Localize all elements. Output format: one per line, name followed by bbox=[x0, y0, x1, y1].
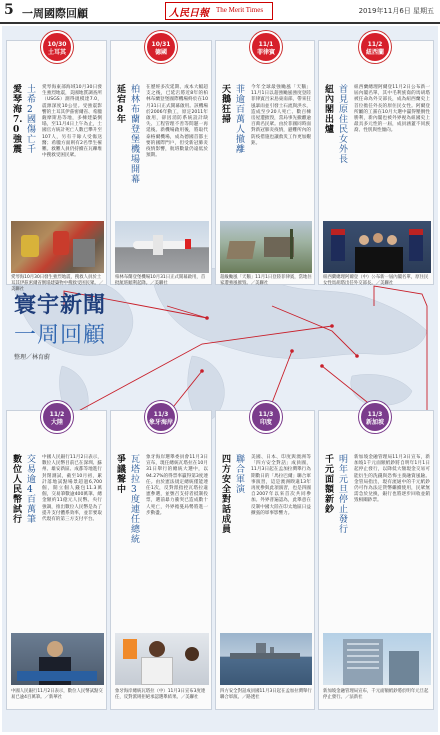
date-badge bbox=[145, 31, 177, 63]
story-headline: 延宕8年 bbox=[117, 85, 127, 125]
story-card-berlin-airport bbox=[110, 40, 212, 285]
badge-place: 新加坡 bbox=[365, 418, 384, 426]
feature-title: 寰宇新聞 bbox=[14, 292, 107, 318]
story-photo-naval-exercise bbox=[220, 633, 312, 685]
story-caption: 中國人民銀行11月2日表示，數位人民幣試點交易已逾4百萬筆。／新華社 bbox=[11, 689, 103, 700]
byline: 整理／林育蔚 bbox=[14, 354, 51, 361]
masthead-chinese: 人民日報 bbox=[169, 8, 209, 19]
story-caption: 四方安全對話成員國11月3日起在孟加拉灣舉行聯合軍演。／路透社 bbox=[220, 689, 312, 700]
story-subhead: 明年元旦停止發行 bbox=[339, 455, 349, 535]
story-subhead: 首見原住民女外長 bbox=[339, 85, 349, 165]
story-body: 在歷經多次延期、成本大幅超支之後，已延宕將近8年的柏林布蘭登堡國際機場終於在10月31日正式開幕啟用。該機場於2006年動工，原定2011年啟用，卻因消防系統設計缺失、工程管理不善等問題一再延後。新機場啟用後，將取代泰格爾機場，成為德國首都主要的國際門戶，但受新冠肺炎疫情影響，航班數量仍遠低於預期。 bbox=[146, 85, 208, 159]
story-photo-earthquake-rescue bbox=[11, 221, 104, 273]
story-card-quad-exercise bbox=[215, 410, 315, 710]
story-headline: 紐內閣出爐 bbox=[325, 85, 335, 135]
story-subhead: 菲逾百萬人撤離 bbox=[236, 85, 246, 155]
story-body: 今年全球最強颱風「天鵝」11月1日以超強颱風強度登陸菲律賓呂宋島東南部，帶來狂風暴雨並引發土石流與洪水，造成至少20人死亡、數百棟房屋遭摧毀，當局事先撤離逾百萬名民眾。由於菲國同時面對新冠肺炎疫情，避難所內的防疫措施也讓救災工作更加艱鉅。 bbox=[251, 85, 311, 146]
date-badge bbox=[250, 31, 282, 63]
badge-date: 10/31 bbox=[151, 41, 171, 48]
story-headline: 愛琴海7.0強震 bbox=[13, 85, 23, 155]
date-badge bbox=[41, 31, 73, 63]
masthead-english: The Merit Times bbox=[216, 6, 264, 14]
story-body: 紐西蘭總理阿爾登11月2日公布新一屆內閣名單，其中毛利族裔的馬胡塔被任命為外交部長，成為紐西蘭史上首位擔任外長的原住民女性。阿爾登所屬的工黨在10月大選中贏得壓倒性勝利，新內閣也被外界視為紐國史上最具多元性的一屆，成員涵蓋不同族裔、性別與性傾向。 bbox=[354, 85, 430, 134]
story-headline: 天鵝狂掃 bbox=[222, 85, 232, 125]
story-photo-cabinet bbox=[323, 221, 431, 273]
story-caption: 柏林布蘭登堡機場10月31日正式開幕啟用，首批航班順利起降。／美聯社 bbox=[115, 275, 206, 286]
story-caption: 象牙海岸總統瓦塔拉（中）11月3日宣布3度連任，反對派則拒絕承認選舉結果。／美聯社 bbox=[115, 689, 206, 700]
badge-place: 菲律賓 bbox=[256, 48, 275, 56]
story-headline: 四方安全對話成員 bbox=[222, 455, 232, 535]
story-card-singapore-banknote bbox=[318, 410, 434, 710]
story-subhead: 柏林布蘭登堡機場開幕 bbox=[131, 85, 141, 185]
date-badge bbox=[359, 401, 391, 433]
story-caption: 超級颱風「天鵝」11月1日登陸菲律賓，當地住家遭強風摧毀。／美聯社 bbox=[220, 275, 312, 286]
badge-date: 11/1 bbox=[258, 41, 274, 48]
story-subhead: 瓦塔拉3度連任總統 bbox=[131, 455, 141, 545]
section-title: 一周國際回顧 bbox=[22, 7, 88, 20]
badge-date: 11/3 bbox=[153, 411, 169, 418]
badge-place: 象牙海岸 bbox=[148, 418, 173, 426]
masthead bbox=[165, 2, 273, 20]
story-card-philippines-typhoon bbox=[215, 40, 315, 285]
story-photo-airport bbox=[115, 221, 209, 273]
story-photo-monetary-authority bbox=[323, 633, 431, 685]
story-caption: 紐西蘭總理阿爾登（中）公布新一屆內閣名單，原住民女性馬胡塔出任外交部長。／美聯社 bbox=[323, 275, 429, 286]
feature-subtitle: 一周回顧 bbox=[14, 323, 107, 348]
badge-date: 10/30 bbox=[47, 41, 67, 48]
story-photo-central-bank bbox=[11, 633, 104, 685]
date-badge bbox=[359, 31, 391, 63]
story-headline: 千元面額新鈔 bbox=[325, 455, 335, 515]
story-headline: 數位人民幣試行 bbox=[13, 455, 23, 525]
story-body: 象牙海岸選舉委員會11月3日宣布，現任總統瓦塔拉在10月31日舉行的總統大選中，以94.27%的得票率贏得第3度連任。由於憲法規定總統僅能連任1次，反對派指控瓦塔拉違憲參選，並號召支持者抵制投票，選前暴力衝突已造成數十人死亡，外界擔憂局勢將進一步動盪。 bbox=[146, 455, 208, 516]
story-card-new-zealand-cabinet bbox=[318, 40, 434, 285]
badge-date: 11/2 bbox=[49, 411, 65, 418]
story-headline: 爭議聲中 bbox=[117, 455, 127, 495]
date-badge bbox=[145, 401, 177, 433]
story-body: 中國人民銀行11月2日表示，數位人民幣目前已在深圳、蘇州、雄安新區、成都等地進行封閉測試，截至10月初，累計落地試點場景超過6,700個，開立個人錢包11.3萬個，交易筆數逾400萬筆、總金額約11億元人民幣。央行強調，推出數位人民幣是為了提升支付體系效率，並非要取代現有的第三方支付平台。 bbox=[42, 455, 102, 523]
story-subhead: 土希2國傷亡千 bbox=[27, 85, 37, 155]
story-caption: 愛琴海10月30日發生強烈地震，搜救人員於土耳其伊茲密爾省倒塌建築物中搜救受困民眾。／美聯社 bbox=[11, 275, 104, 292]
story-photo-typhoon bbox=[220, 221, 312, 273]
story-body: 新加坡金融管理局11月3日宣布，新加坡1千元面額紙鈔將自明年1月1日起停止發行，以降低大額現金交易可能衍生的洗錢與恐怖主義融資風險。金管局指出，現有流通中的千元紙鈔仍可作為法定貨幣繼續使用，民眾無需急於兌換，銀行也將逐步回收並銷毀相關鈔票。 bbox=[354, 455, 430, 504]
date-badge bbox=[250, 401, 282, 433]
story-body: 美國、日本、印度與澳洲等「四方安全對話」成員國，11月3日起在孟加拉灣舉行為期數日的「馬拉巴爾」聯合軍事演習，這是澳洲睽違13年再度參與此項演習，也是四國自2007年以來首次共同參加。外界普遍認為，此舉意在反制中國大陸在印太地區日益擴張的軍事影響力。 bbox=[251, 455, 311, 516]
badge-date: 11/3 bbox=[258, 411, 274, 418]
badge-place: 德國 bbox=[154, 48, 167, 56]
story-photo-ivory-coast bbox=[115, 633, 209, 685]
badge-place: 大陸 bbox=[50, 418, 63, 426]
page-number: 5 bbox=[4, 2, 14, 18]
badge-date: 11/2 bbox=[367, 41, 383, 48]
badge-place: 土耳其 bbox=[47, 48, 66, 56]
badge-place: 紐西蘭 bbox=[365, 48, 384, 56]
date-badge bbox=[41, 401, 73, 433]
story-subhead: 交易逾4百萬筆 bbox=[27, 455, 37, 525]
story-body: 愛琴海東部海域10月30日發生強烈地震，美國地質調查所（USGS）測得規模達7.0，震源深度10公里。受強震影響的土耳其伊茲密爾省、希臘薩摩斯島等地，多棟建築倒塌，至11月4日上午為止，土國官方統計死亡人數已攀升至107人，另有千餘人受傷送醫；希臘方面則有2名學生罹難。救難人員仍持續在瓦礫堆中搜救受困民眾。 bbox=[42, 85, 102, 159]
story-card-digital-yuan bbox=[6, 410, 107, 710]
issue-date: 2019年11月6日 星期五 bbox=[358, 7, 434, 15]
badge-date: 11/3 bbox=[367, 411, 383, 418]
story-subhead: 聯合軍演 bbox=[236, 455, 246, 495]
story-card-ivory-coast-election bbox=[110, 410, 212, 710]
story-card-turkey-earthquake bbox=[6, 40, 107, 292]
badge-place: 印度 bbox=[259, 418, 272, 426]
page-header bbox=[0, 0, 440, 24]
story-caption: 新加坡金融管理局宣布，千元面額紙鈔將於明年元旦起停止發行。／法新社 bbox=[323, 689, 429, 700]
